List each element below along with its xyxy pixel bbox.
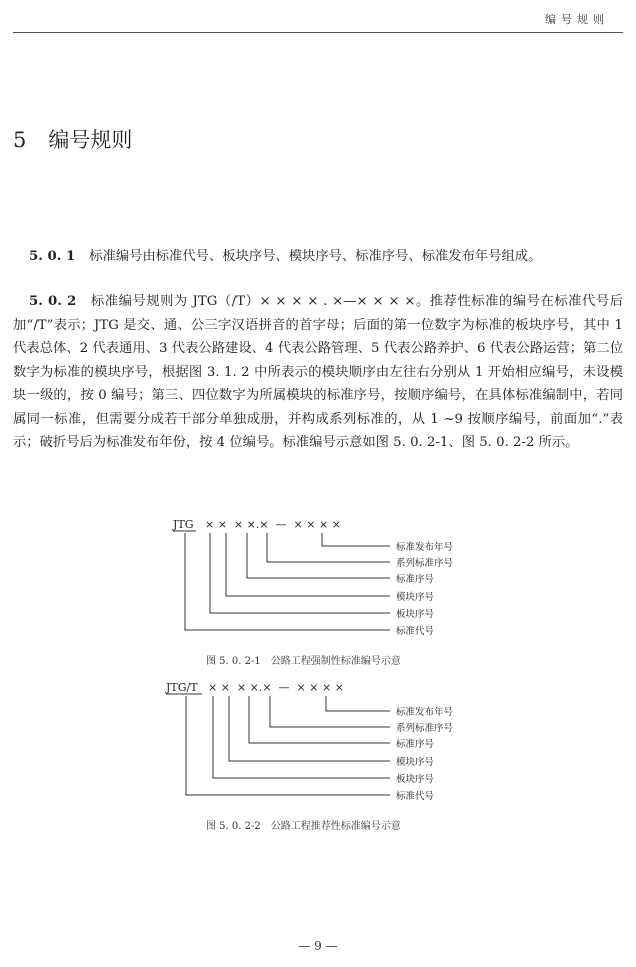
figure-1-label-standard: 标准序号 [396,574,435,585]
figure-1-label-module: 模块序号 [396,592,435,603]
clause-number: 5. 0. 2 [29,294,77,309]
figure-1-pattern: × × × ×.× — × × × × [205,518,341,531]
chapter-number: 5 [13,128,27,152]
figure-1-label-board: 板块序号 [396,609,435,620]
header-title: 编号规则 [545,13,609,26]
figure-2-label-module: 模块序号 [396,757,435,768]
figure-2-pattern: × × × ×.× — × × × × [208,681,344,694]
figure-2-label-code: 标准代号 [396,791,435,802]
figure-1-label-year: 标准发布年号 [396,542,454,553]
figure-1-label-series: 系列标准序号 [396,558,454,569]
figure-2-caption: 图 5. 0. 2-2 公路工程推荐性标准编号示意 [206,821,401,832]
clause-text: 标准编号由标准代号、板块序号、模块序号、标准序号、标准发布年号组成。 [89,249,542,264]
figure-1-label-code: 标准代号 [396,626,435,637]
clause-text: 标准编号规则为 JTG（/T）× × × × . ×—× × × ×。推荐性标准的编号在标准代号后加“/T”表示；JTG 是交、通、公三字汉语拼音的首字母；后面的第一位数字为标准的板块序号，其中 1 代表总体、2 代表通用、3 代表公路建设、4 代表公路管理、5 代表公路养护、6 代表公路运营；第二位数字为标准的模块序号，根据图 3. 1. 2 中所表示的模块顺序由左往右分别从 1 开始相应编号，未设模块一级的，按 0 编号；第三、四位数字为所属模块的标准序号，按顺序编号，在具体标准编制中，若同属同一标准，但需要分成若干部分单独成册，并构成系列标准的，从 1 ~9 按顺序编号，前面加“.”表示；破折号后为标准发布年份，按 4 位编号。标准编号示意如图 5. 0. 2-1、图 5. 0. 2-2 所示。 [13,294,623,450]
page-number: — 9 — [298,939,338,953]
figure-2-label-board: 板块序号 [396,774,435,785]
chapter-title: 编号规则 [48,128,133,152]
figure-2-label-series: 系列标准序号 [396,723,454,734]
clause-number: 5. 0. 1 [29,249,76,264]
figure-1-code: JTG [173,518,194,531]
figure-2-label-standard: 标准序号 [396,739,435,750]
figure-2-label-year: 标准发布年号 [396,707,454,718]
figure-2-code: JTG/T [166,681,198,694]
figure-1-caption: 图 5. 0. 2-1 公路工程强制性标准编号示意 [206,656,401,667]
